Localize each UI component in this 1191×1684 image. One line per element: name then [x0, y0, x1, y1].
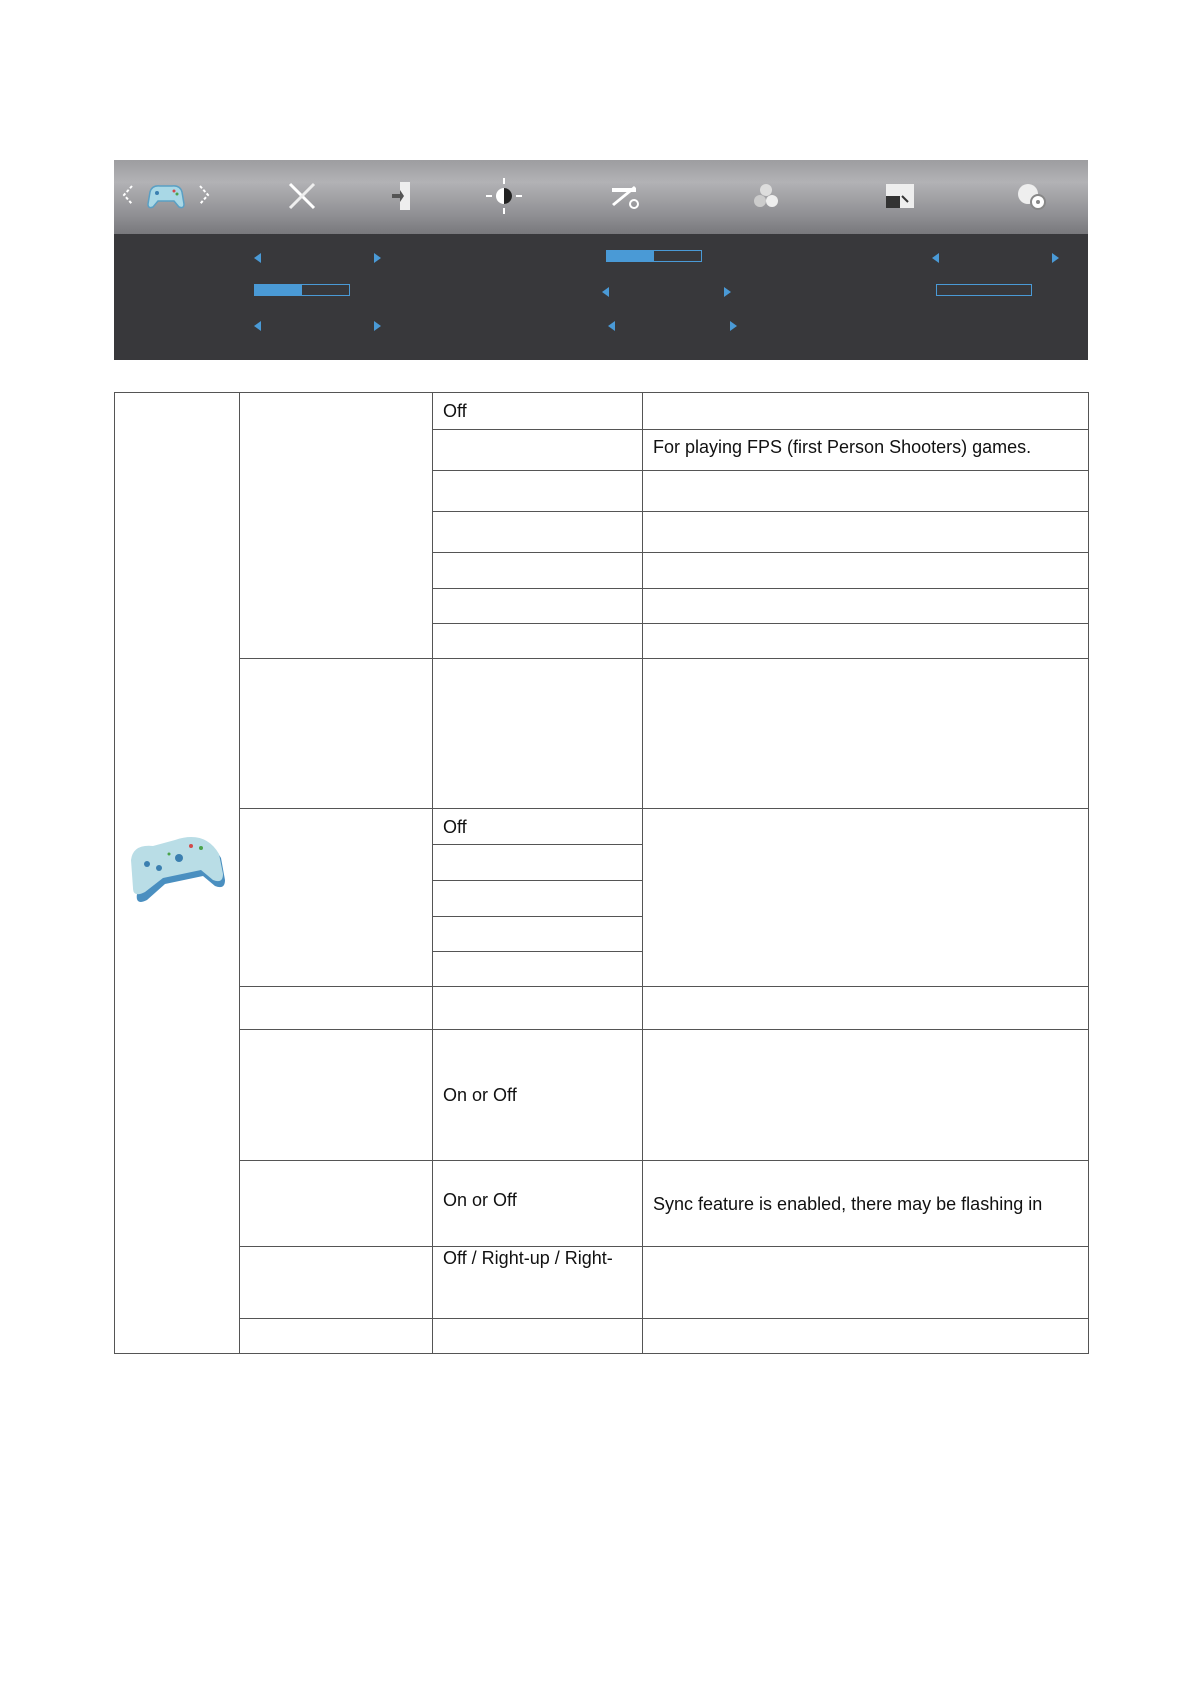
value-cell	[433, 659, 643, 809]
osd-tab-bar	[114, 160, 1088, 234]
value-cell	[433, 987, 643, 1030]
slider-fill	[607, 251, 654, 261]
table-row	[115, 1319, 1089, 1354]
game-setting-table	[114, 392, 1089, 1354]
table-row	[115, 393, 1089, 430]
osd-menu	[114, 160, 1088, 360]
table-row	[115, 1247, 1089, 1319]
value-right-arrow-icon[interactable]	[374, 321, 381, 331]
desc-cell	[643, 809, 1089, 987]
desc-cell	[643, 659, 1089, 809]
value-cell	[433, 430, 643, 471]
value-left-arrow-icon[interactable]	[254, 253, 261, 263]
desc-cell: For playing FPS (first Person Shooters) games.	[643, 430, 1089, 471]
settings-icon[interactable]	[1010, 176, 1054, 216]
desc-cell	[643, 553, 1089, 589]
table-row	[115, 659, 1089, 809]
gamepad-icon	[125, 898, 231, 918]
value-right-arrow-icon[interactable]	[1052, 253, 1059, 263]
pip-icon[interactable]	[878, 176, 922, 216]
desc-cell	[643, 393, 1089, 430]
slider-bar[interactable]	[936, 284, 1032, 296]
item-cell	[240, 1319, 433, 1354]
item-cell	[240, 809, 433, 987]
picture-boost-icon[interactable]	[604, 176, 648, 216]
item-cell	[240, 659, 433, 809]
value-left-arrow-icon[interactable]	[254, 321, 261, 331]
value-cell: Off	[433, 809, 643, 845]
desc-cell	[643, 1319, 1089, 1354]
slider-fill	[255, 285, 302, 295]
table-row	[115, 987, 1089, 1030]
item-cell	[240, 1030, 433, 1161]
item-cell	[240, 987, 433, 1030]
item-cell	[240, 1161, 433, 1247]
gamepad-icon[interactable]	[144, 176, 188, 216]
value-cell	[433, 512, 643, 553]
desc-cell	[643, 589, 1089, 624]
value-left-arrow-icon[interactable]	[602, 287, 609, 297]
input-icon[interactable]	[380, 176, 424, 216]
value-right-arrow-icon[interactable]	[374, 253, 381, 263]
value-cell: On or Off	[433, 1030, 643, 1161]
item-cell	[240, 1247, 433, 1319]
desc-cell	[643, 1030, 1089, 1161]
tools-icon[interactable]	[280, 176, 324, 216]
value-cell	[433, 589, 643, 624]
value-cell	[433, 881, 643, 917]
color-icon[interactable]	[744, 176, 788, 216]
value-right-arrow-icon[interactable]	[724, 287, 731, 297]
desc-cell	[643, 624, 1089, 659]
chevron-left-icon[interactable]	[120, 182, 136, 208]
chevron-right-icon[interactable]	[196, 182, 212, 208]
slider-bar[interactable]	[254, 284, 350, 296]
value-cell	[433, 624, 643, 659]
brightness-icon[interactable]	[482, 176, 526, 216]
slider-bar[interactable]	[606, 250, 702, 262]
item-cell	[240, 393, 433, 659]
value-left-arrow-icon[interactable]	[608, 321, 615, 331]
value-cell: Off / Right-up / Right-	[433, 1247, 643, 1319]
value-cell: On or Off	[433, 1161, 643, 1247]
table-row	[115, 1030, 1089, 1161]
table-row	[115, 1161, 1089, 1247]
table-row	[115, 809, 1089, 845]
desc-cell	[643, 1247, 1089, 1319]
value-cell: Off	[433, 393, 643, 430]
value-cell	[433, 845, 643, 881]
desc-cell	[643, 987, 1089, 1030]
value-cell	[433, 1319, 643, 1354]
desc-cell: Sync feature is enabled, there may be flashing in	[643, 1161, 1089, 1247]
desc-cell	[643, 512, 1089, 553]
value-cell	[433, 553, 643, 589]
value-cell	[433, 471, 643, 512]
game-setting-icon-cell	[115, 393, 240, 1354]
value-cell	[433, 917, 643, 952]
value-cell	[433, 952, 643, 987]
desc-cell	[643, 471, 1089, 512]
value-right-arrow-icon[interactable]	[730, 321, 737, 331]
value-left-arrow-icon[interactable]	[932, 253, 939, 263]
